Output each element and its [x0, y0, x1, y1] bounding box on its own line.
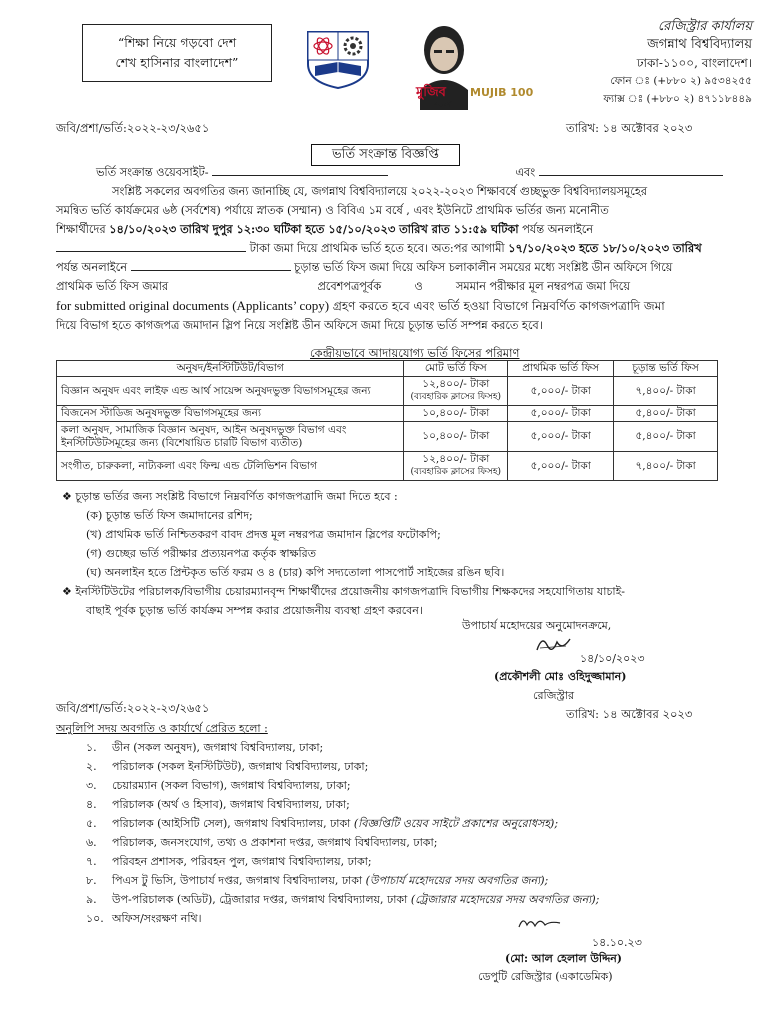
header-department: অনুষদ/ইনস্টিটিউট/বিভাগ: [57, 361, 404, 377]
table-row: [57, 422, 718, 452]
para1-line-7-b: গ্রহণ করতে হবে এবং ভর্তি হওয়া বিভাগে নিম্নবর্ণিত কাগজপত্রাদি জমা: [329, 299, 665, 313]
list-item: [86, 871, 548, 890]
cc-number: ৭.: [86, 855, 97, 868]
table-row: [57, 452, 718, 481]
diamond-bullet-icon: ❖: [62, 490, 72, 503]
list-item: (খ) প্রাথমিক ভর্তি নিশ্চিতকরণ বাবদ প্রদত্ত মূল নম্বরপত্র জমাদান স্লিপের ফটোকপি;: [86, 528, 441, 541]
cc-text: ডীন (সকল অনুষদ), জগন্নাথ বিশ্ববিদ্যালয়, ঢাকা;: [112, 741, 324, 754]
para1-line-5: [56, 258, 672, 277]
fee-table-title: কেন্দ্রীয়ভাবে আদায়যোগ্য ভর্তি ফিসের পরিমাণ: [310, 346, 520, 360]
total-fee-value: ১২,৪০০/- টাকা: [422, 453, 490, 465]
cc-italic-note: (ট্রেজারার মহোদয়ের সদয় অবগতির জন্য);: [410, 893, 600, 906]
signature-2-icon: [516, 912, 564, 934]
cc-text: পিএস টু ভিসি, উপাচার্য দপ্তর, জগন্নাথ বিশ্ববিদ্যালয়, ঢাকা: [112, 874, 366, 887]
office-title: রেজিস্ট্রার কার্যালয়: [657, 19, 752, 34]
para2-text-1: ইনস্টিটিউটের পরিচালক/বিভাগীয় চেয়ারম্যানবৃন্দ শিক্ষার্থীদের প্রয়োজনীয় কাগজপত্রাদি বিভাগীয় শিক্ষকদের সহযোগিতায় যাচাই-: [75, 585, 626, 598]
cell-department: সংগীত, চারুকলা, নাট্যকলা এবং ফিল্ম এন্ড টেলিভিশন বিভাগ: [57, 452, 404, 481]
cc-heading: অনুলিপি সদয় অবগতি ও কার্যার্থে প্রেরিত হলো :: [56, 722, 268, 735]
cell-total-fee: ১০,৪০০/- টাকা: [404, 422, 508, 452]
cell-preliminary-fee: ৫,০০০/- টাকা: [508, 377, 614, 406]
list-item: [86, 776, 351, 795]
list-item: (গ) গুচ্ছের ভর্তি পরীক্ষার প্রত্যয়নপত্র কর্তৃক স্বাক্ষরিত: [86, 547, 316, 560]
table-row: [57, 377, 718, 406]
docs-heading-line: [62, 487, 398, 506]
cc-number: ১.: [86, 741, 97, 754]
list-item: [86, 738, 323, 757]
para1-line-6-d: ও: [414, 280, 423, 293]
reference-number: জবি/প্রশা/ভর্তি:২০২২-২৩/২৬৫১: [56, 121, 210, 135]
cc-number: ৯.: [86, 893, 97, 906]
cell-department: কলা অনুষদ, সামাজিক বিজ্ঞান অনুষদ, আইন অনুষদভুক্ত বিভাগ এবং ইনস্টিটিউটসমূহের জন্য (বিশেষায়িত চারটি বিভাগ ব্যতীত): [57, 422, 404, 452]
cell-final-fee: ৫,৪০০/- টাকা: [614, 422, 718, 452]
table-row: [57, 406, 718, 422]
para1-line-7: [56, 296, 665, 316]
header-final-fee: চূড়ান্ত ভর্তি ফিস: [614, 361, 718, 377]
cc-number: ৬.: [86, 836, 97, 849]
header-preliminary-fee: প্রাথমিক ভর্তি ফিস: [508, 361, 614, 377]
slogan-line-1: “শিক্ষা নিয়ে গড়বো দেশ: [117, 35, 237, 50]
cc-number: ৮.: [86, 874, 97, 887]
para1-line-3-c: পর্যন্ত অনলাইনে: [518, 223, 594, 236]
para1-line-3-a: শিক্ষার্থীদের: [56, 223, 110, 236]
cc-text: পরিচালক (সকল ইনস্টিটিউট), জগন্নাথ বিশ্ববিদ্যালয়, ঢাকা;: [112, 760, 369, 773]
para1-line-5-a: পর্যন্ত অনলাইনে: [56, 261, 127, 274]
phone: ফোন ঃ (+৮৮০ ২) ৯৫৩৪২৫৫: [610, 75, 752, 87]
para1-line-4-date-range: ১৭/১০/২০২৩ হতে ১৮/১০/২০২৩ তারিখ: [508, 241, 702, 255]
notice-date: তারিখ: ১৪ অক্টোবর ২০২৩: [566, 121, 693, 135]
slogan-line-2: শেখ হাসিনার বাংলাদেশ”: [115, 55, 239, 70]
para2-line-1: [62, 582, 625, 601]
para1-line-6-b: প্রবেশপত্র: [317, 280, 360, 293]
cell-total-fee: ১০,৪০০/- টাকা: [404, 406, 508, 422]
sign1-title: রেজিস্ট্রার: [533, 689, 575, 702]
final-fee-blank: [131, 258, 291, 271]
cc-text: অফিস/সংরক্ষণ নথি।: [112, 912, 202, 925]
cc-text: পরিচালক, জনসংযোগ, তথ্য ও প্রকাশনা দপ্তর, জগন্নাথ বিশ্ববিদ্যালয়, ঢাকা;: [112, 836, 438, 849]
university-logo-icon: [303, 28, 373, 90]
header-total-fee: মোট ভর্তি ফিস: [404, 361, 508, 377]
cell-total-fee: [404, 377, 508, 406]
para1-line-3-date-range: ১৪/১০/২০২৩ তারিখ দুপুর ১২:৩০ ঘটিকা হতে ১৫/১০/২০২৩ তারিখ রাত ১১:৫৯ ঘটিকা: [109, 222, 519, 236]
cc-text: উপ-পরিচালক (অডিট), ট্রেজারার দপ্তর, জগন্নাথ বিশ্ববিদ্যালয়, ঢাকা: [112, 893, 411, 906]
list-item: [86, 795, 350, 814]
cc-number: ৪.: [86, 798, 97, 811]
total-fee-value: ১২,৪০০/- টাকা: [422, 378, 490, 390]
mujib-logo-text: মুজিব: [416, 85, 446, 100]
cell-preliminary-fee: ৫,০০০/- টাকা: [508, 422, 614, 452]
fax: ফ্যাক্স ঃ (+৮৮০ ২) ৪৭১১৮৪৪৯: [603, 93, 752, 105]
para1-line-4: [56, 239, 702, 258]
cc-text: পরিচালক (আইসিটি সেল), জগন্নাথ বিশ্ববিদ্যালয়, ঢাকা: [112, 817, 354, 830]
mujib-100-logo-icon: [410, 20, 534, 110]
cell-final-fee: ৫,৪০০/- টাকা: [614, 406, 718, 422]
list-item: [86, 852, 372, 871]
mujib-100-text: MUJIB 100: [470, 86, 534, 99]
para1-line-3: [56, 220, 593, 239]
para1-line-4-a: টাকা জমা দিয়ে প্রাথমিক ভর্তি হতে হবে। অত:পর আগামী: [249, 242, 509, 255]
docs-heading: চূড়ান্ত ভর্তির জন্য সংশ্লিষ্ট বিভাগে নিম্নবর্ণিত কাগজপত্রাদি জমা দিতে হবে :: [75, 490, 398, 503]
cc-number: ৫.: [86, 817, 97, 830]
cc-text: চেয়ারম্যান (সকল বিভাগ), জগন্নাথ বিশ্ববিদ্যালয়, ঢাকা;: [112, 779, 351, 792]
notice-title: ভর্তি সংক্রান্ত বিজ্ঞপ্তি: [311, 144, 460, 166]
list-item: [86, 833, 437, 852]
diamond-bullet-icon: ❖: [62, 585, 72, 598]
website-blank-2: [539, 163, 723, 176]
fee-note: (ব্যবহারিক ক্লাসের ফিসহ): [410, 392, 502, 402]
para1-line-6-e: সমমান পরীক্ষার মূল নম্বরপত্র জমা দিয়ে: [455, 280, 630, 293]
cc-number: ৩.: [86, 779, 97, 792]
reference-number-2: জবি/প্রশা/ভর্তি:২০২২-২৩/২৬৫১: [56, 701, 210, 715]
cell-final-fee: ৭,৪০০/- টাকা: [614, 452, 718, 481]
office-address-block: [492, 18, 752, 108]
cc-text: পরিচালক (অর্থ ও হিসাব), জগন্নাথ বিশ্ববিদ্যালয়, ঢাকা;: [112, 798, 350, 811]
para1-line-8: দিয়ে বিভাগ হতে কাগজপত্র জমাদান স্লিপ নিয়ে সংশ্লিষ্ট ডীন অফিসে জমা দিয়ে চূড়ান্ত ভর্তি সম্পন্ন করতে হবে।: [56, 319, 543, 332]
para1-line-5-b: চূড়ান্ত ভর্তি ফিস জমা দিয়ে অফিস চলাকালীন সময়ের মধ্যে সংশ্লিষ্ট ডীন অফিসে গিয়ে: [294, 261, 673, 274]
fee-table: [56, 360, 718, 481]
para1-line-2: সমন্বিত ভর্তি কার্যক্রমের ৬ষ্ঠ (সর্বশেষ) পর্যায়ে স্নাতক (সম্মান) ও বিবিএ ১ম বর্ষে , এবং ইউনিটে প্রাথমিক ভর্তির জন্য মনোনীত: [56, 204, 609, 217]
fee-table-header-row: [57, 361, 718, 377]
mujib-logo-sub: শতবর্ষ: [434, 101, 452, 109]
website-and: এবং: [515, 166, 536, 179]
list-item: (ঘ) অনলাইন হতে প্রিন্টকৃত ভর্তি ফরম ও ৪ (চার) কপি সদ্যতোলা পাসপোর্ট সাইজের রঙিন ছবি।: [86, 566, 505, 579]
cc-italic-note: (উপাচার্য মহোদয়ের সদয় অবগতির জন্য);: [365, 874, 549, 887]
sign1-date: ১৪/১০/২০২৩: [580, 652, 645, 665]
para1-line-1: সংশ্লিষ্ট সকলের অবগতির জন্য জানাচ্ছি যে, জগন্নাথ বিশ্ববিদ্যালয়ে ২০২২-২০২৩ শিক্ষাবর্ষে গুচ্ছভুক্ত বিশ্ববিদ্যালয়সমূহের: [112, 185, 647, 198]
para1-line-6-c: পূর্বক: [359, 280, 382, 293]
fee-note: (ব্যবহারিক ক্লাসের ফিসহ): [410, 467, 502, 477]
amount-blank: [56, 239, 246, 252]
cc-number: ২.: [86, 760, 97, 773]
cc-italic-note: (বিজ্ঞপ্তিটি ওয়েব সাইটে প্রকাশের অনুরোধসহ);: [353, 817, 559, 830]
sign2-date: ১৪.১০.২৩: [592, 936, 642, 949]
website-label: ভর্তি সংক্রান্ত ওয়েবসাইট-: [96, 166, 209, 179]
notice-date-2: তারিখ: ১৪ অক্টোবর ২০২৩: [566, 707, 693, 721]
list-item: [86, 890, 599, 909]
cc-number: ১০.: [86, 912, 104, 925]
slogan-box: [82, 24, 272, 82]
para1-line-6: [56, 277, 630, 296]
sign2-title: ডেপুটি রেজিস্ট্রার (একাডেমিক): [478, 970, 613, 983]
approval-line: উপাচার্য মহোদয়ের অনুমোদনক্রমে,: [462, 619, 612, 632]
sign1-name: (প্রকৌশলী মোঃ ওহিদুজ্জামান): [494, 670, 627, 683]
website-blank-1: [212, 163, 388, 176]
signature-1-icon: [534, 633, 574, 655]
list-item: [86, 814, 558, 833]
address: ঢাকা-১১০০, বাংলাদেশ।: [636, 56, 752, 70]
para1-line-7-english: for submitted original documents (Applicants’ copy): [56, 298, 330, 313]
cc-text: পরিবহন প্রশাসক, পরিবহন পুল, জগন্নাথ বিশ্ববিদ্যালয়, ঢাকা;: [112, 855, 372, 868]
para1-line-6-a: প্রাথমিক ভর্তি ফিস জমার: [56, 280, 169, 293]
university-name: জগন্নাথ বিশ্ববিদ্যালয়: [647, 37, 752, 52]
list-item: [86, 909, 202, 928]
website-line: [96, 163, 723, 182]
cell-total-fee: [404, 452, 508, 481]
sign2-name: (মো: আল হেলাল উদ্দিন): [505, 952, 622, 965]
cell-department: বিজনেস স্টাডিজ অনুষদভুক্ত বিভাগসমূহের জন্য: [57, 406, 404, 422]
para2-line-2: বাছাই পূর্বক চূড়ান্ত ভর্তি কার্যক্রম সম্পন্ন করার প্রয়োজনীয় ব্যবস্থা গ্রহণ করবেন।: [86, 604, 423, 617]
list-item: (ক) চূড়ান্ত ভর্তি ফিস জমাদানের রশিদ;: [86, 509, 253, 522]
list-item: [86, 757, 368, 776]
cell-department: বিজ্ঞান অনুষদ এবং লাইফ এন্ড আর্থ সায়েন্স অনুষদভুক্ত বিভাগসমূহের জন্য: [57, 377, 404, 406]
cell-preliminary-fee: ৫,০০০/- টাকা: [508, 406, 614, 422]
cell-final-fee: ৭,৪০০/- টাকা: [614, 377, 718, 406]
cell-preliminary-fee: ৫,০০০/- টাকা: [508, 452, 614, 481]
